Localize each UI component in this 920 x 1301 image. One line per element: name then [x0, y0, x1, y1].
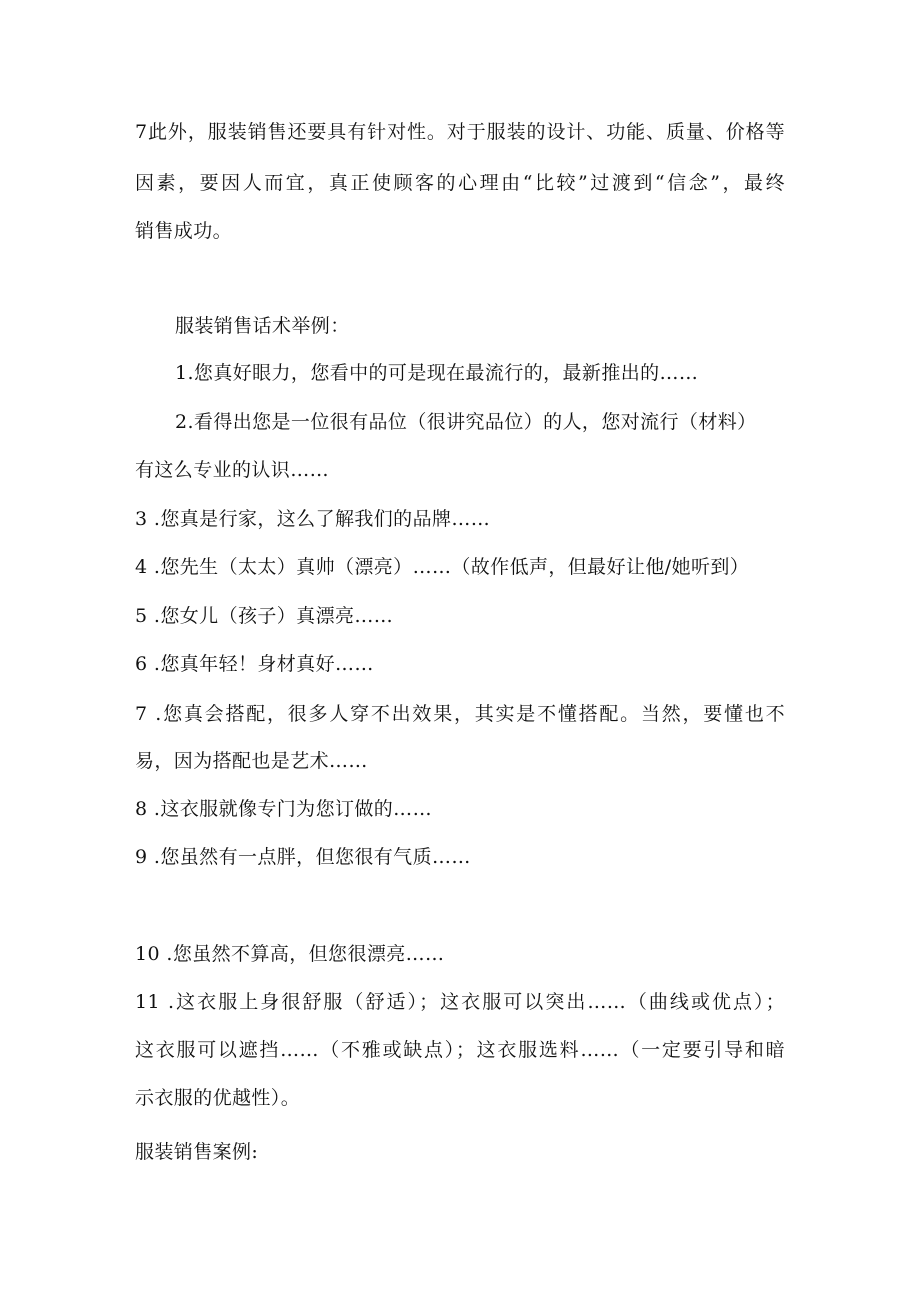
example-3: 3 .您真是行家，这么了解我们的品牌……: [135, 508, 491, 530]
example-9: 9 .您虽然有一点胖，但您很有气质……: [135, 846, 471, 868]
example-11-line-3: 示衣服的优越性）。: [135, 1087, 301, 1109]
examples-heading: 服装销售话术举例：: [175, 315, 350, 337]
example-8: 8 .这衣服就像专门为您订做的……: [135, 798, 432, 820]
example-11-line-2: 这衣服可以遮挡……（不雅或缺点）；这衣服选料……（一定要引导和暗: [135, 1039, 785, 1061]
paragraph-7-line-2: 因素，要因人而宜，真正使顾客的心理由“比较”过渡到“信念”，最终: [135, 172, 785, 194]
example-7-line-1: 7 .您真会搭配，很多人穿不出效果，其实是不懂搭配。当然，要懂也不: [135, 703, 785, 725]
paragraph-7-line-3: 销售成功。: [135, 220, 233, 242]
example-2-line-2: 有这么专业的认识……: [135, 459, 330, 481]
case-heading: 服装销售案例:: [135, 1141, 259, 1163]
example-2-line-1: 2.看得出您是一位很有品位（很讲究品位）的人，您对流行（材料）: [175, 411, 757, 433]
example-5: 5 .您女儿（孩子）真漂亮……: [135, 605, 394, 627]
example-6: 6 .您真年轻！身材真好……: [135, 653, 374, 675]
paragraph-7-line-1: 7此外，服装销售还要具有针对性。对于服装的设计、功能、质量、价格等: [135, 121, 785, 143]
example-4: 4 .您先生（太太）真帅（漂亮）……（故作低声，但最好让他/她听到）: [135, 556, 750, 578]
example-11-line-1: 11 .这衣服上身很舒服（舒适）；这衣服可以突出……（曲线或优点）；: [135, 991, 785, 1013]
example-1: 1.您真好眼力，您看中的可是现在最流行的，最新推出的……: [175, 362, 699, 384]
example-10: 10 .您虽然不算高，但您很漂亮……: [135, 943, 445, 965]
example-7-line-2: 易，因为搭配也是艺术……: [135, 750, 368, 772]
